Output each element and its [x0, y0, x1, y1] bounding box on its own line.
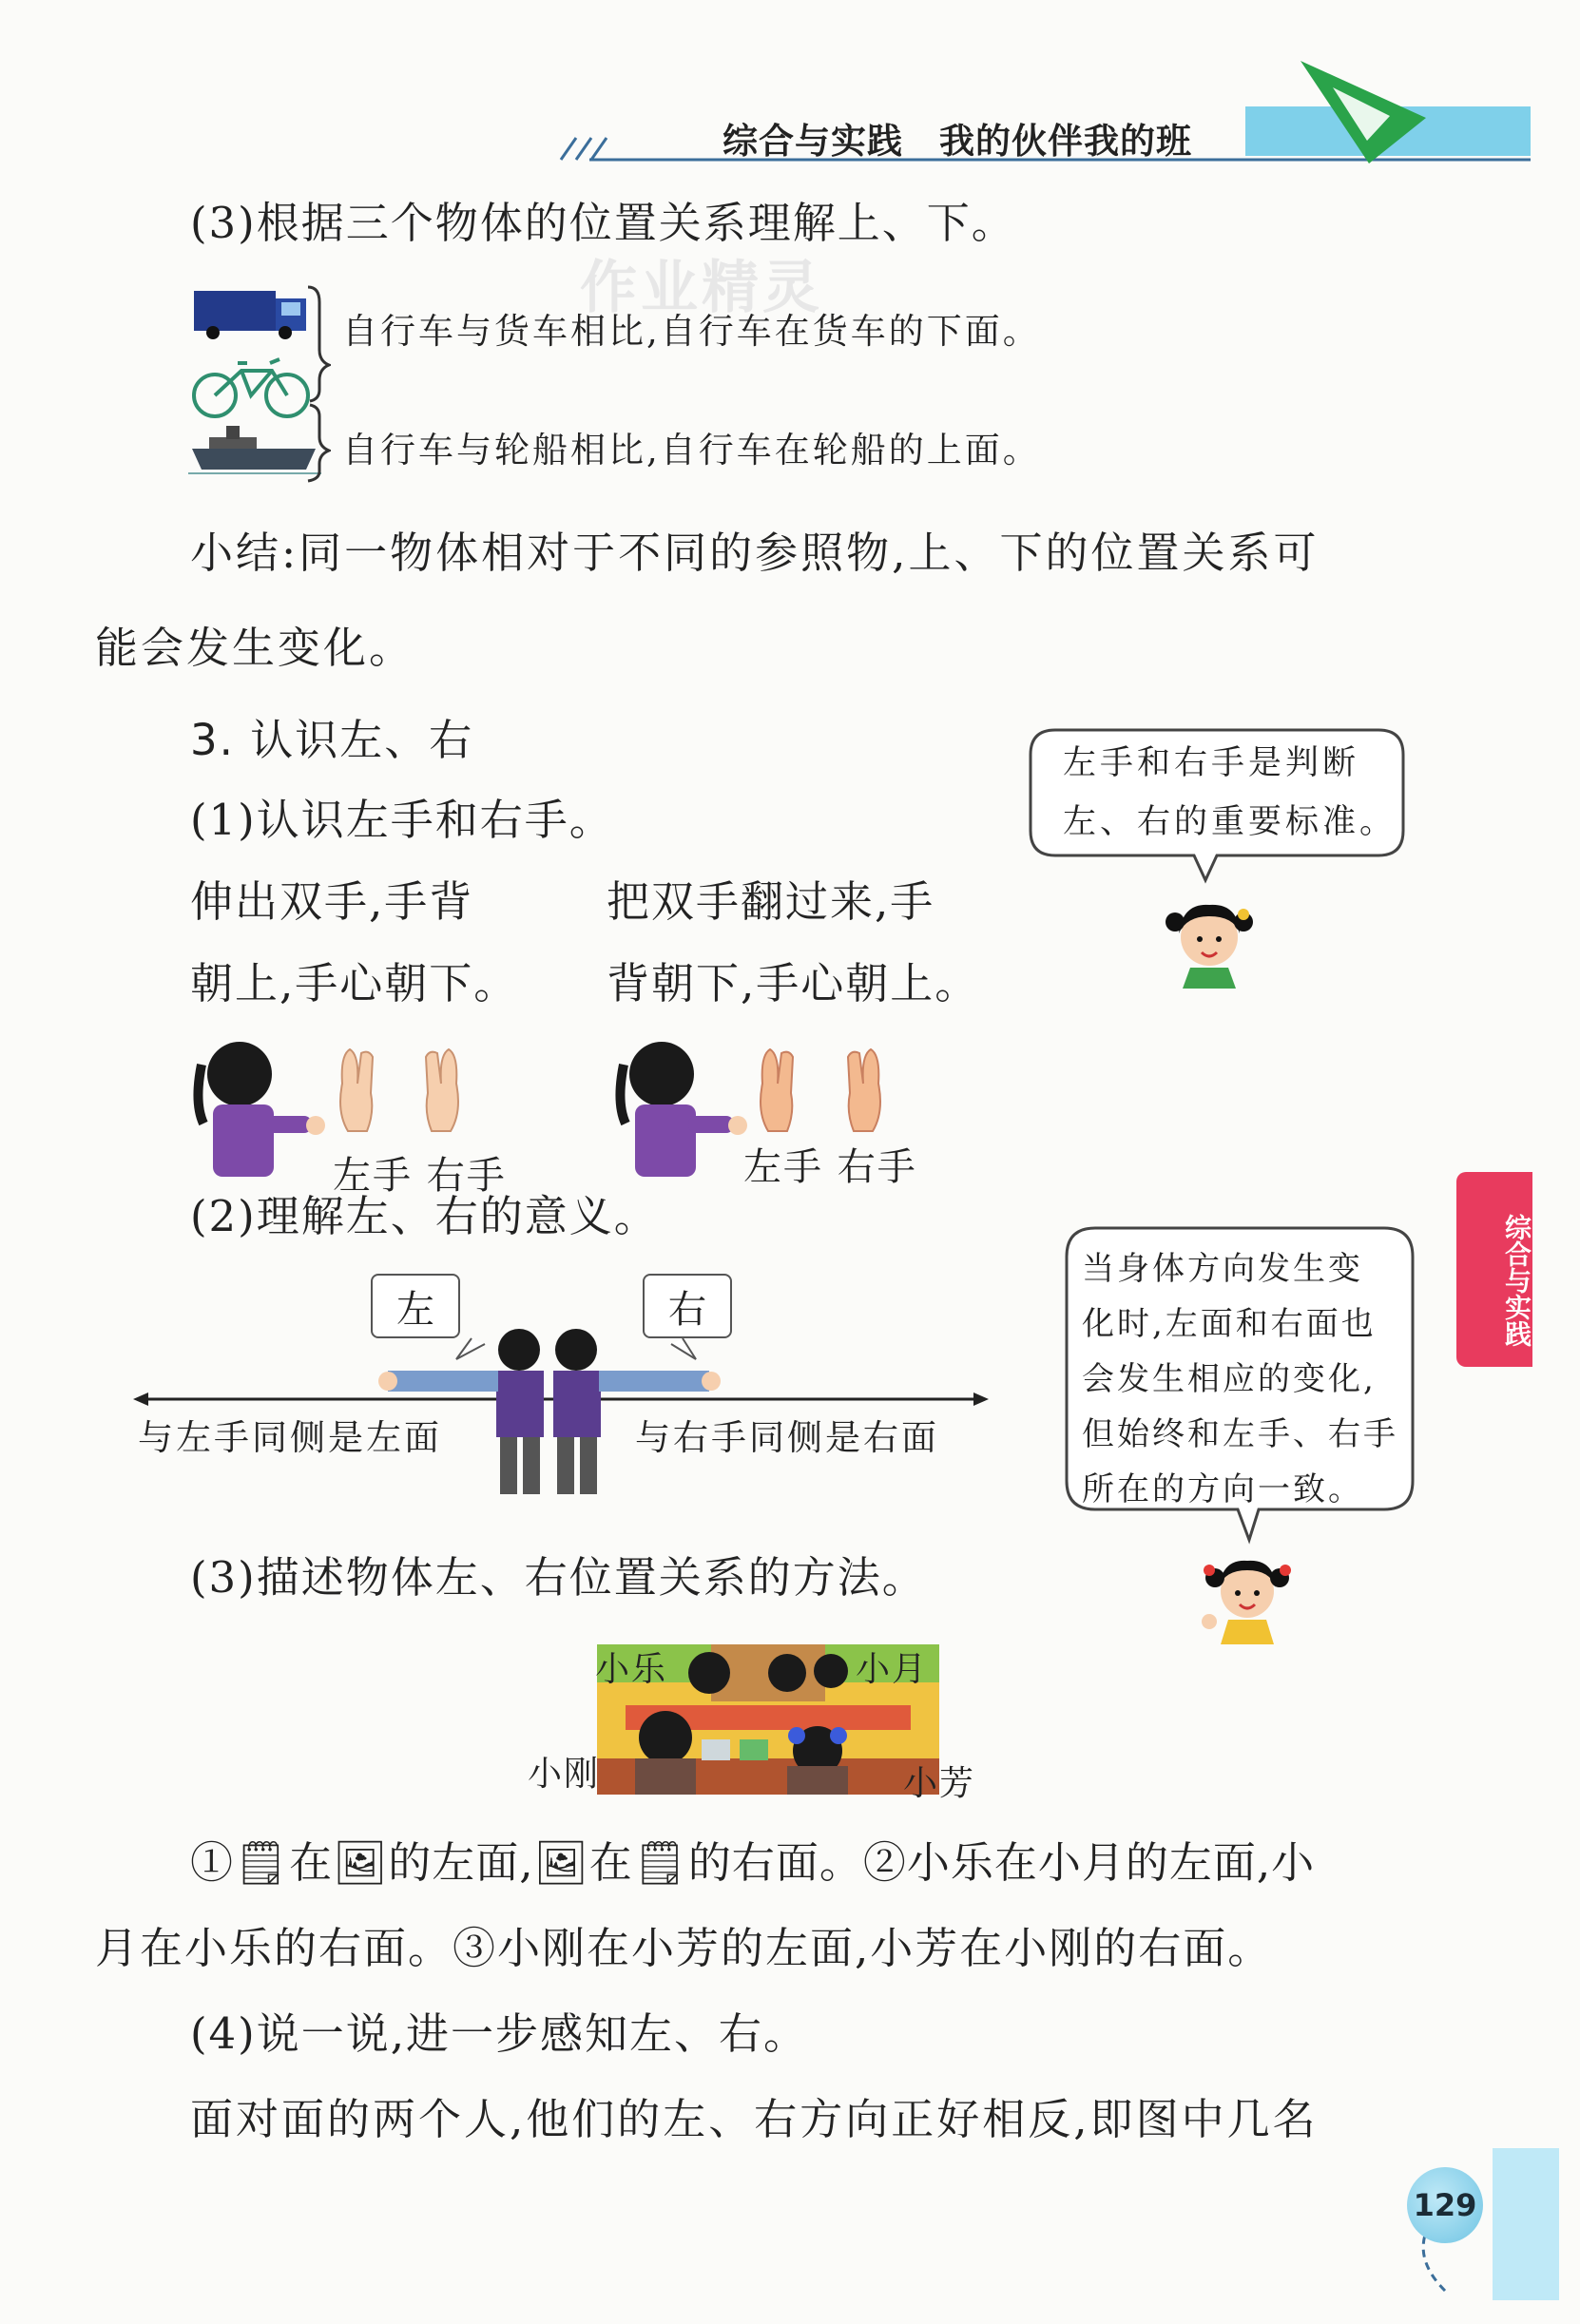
- bubble-2-line: 会发生相应的变化,: [1082, 1360, 1377, 1398]
- right-col-line-1: 把双手翻过来,手: [607, 876, 935, 927]
- classroom-label-xiaogang: 小刚: [528, 1755, 601, 1794]
- summary-line-2: 能会发生变化。: [95, 623, 415, 673]
- hands-palm-up: [761, 1049, 880, 1131]
- bubble-2-line: 所在的方向一致。: [1082, 1470, 1363, 1508]
- summary-line-1: 小结:同一物体相对于不同的参照物,上、下的位置关系可: [190, 528, 1320, 578]
- page-number: 129: [1407, 2167, 1483, 2243]
- bubble-1-text: [1063, 734, 1397, 852]
- classroom-label-xiaole: 小乐: [595, 1650, 668, 1689]
- method-paragraph-2: 月在小乐的右面。③小刚在小芳的左面,小芳在小刚的右面。: [95, 1923, 1273, 1973]
- girl-avatar-2: [1196, 1549, 1301, 1644]
- objects-illustration: [188, 283, 321, 485]
- child-back-2: [620, 1042, 747, 1177]
- hand-labels-1: 左手 右手: [333, 1154, 507, 1198]
- item3-heading: (3)根据三个物体的位置关系理解上、下。: [190, 198, 1016, 248]
- object-comparison-2: 自行车与轮船相比,自行车在轮船的上面。: [342, 430, 1041, 471]
- sub-heading-1: (1)认识左手和右手。: [190, 795, 614, 845]
- hands-back-up: [340, 1049, 458, 1131]
- header-title: 综合与实践 我的伙伴我的班: [723, 121, 1192, 162]
- sub-heading-3: (3)描述物体左、右位置关系的方法。: [190, 1552, 927, 1603]
- right-col-line-2: 背朝下,手心朝上。: [607, 958, 980, 1008]
- bubble-1-line: 左手和右手是判断: [1063, 744, 1360, 782]
- bubble-2-line: 但始终和左手、右手: [1082, 1415, 1398, 1453]
- callout-left: 左: [371, 1274, 460, 1338]
- picture-book-icon: [740, 1739, 768, 1760]
- sub-heading-4: (4)说一说,进一步感知左、右。: [190, 2008, 809, 2059]
- callout-right-tail: [671, 1338, 696, 1359]
- child-back-1: [198, 1042, 325, 1177]
- girl-avatar-1: [1158, 893, 1262, 989]
- left-col-line-2: 朝上,手心朝下。: [190, 958, 519, 1008]
- right-side-text: 与右手同侧是右面: [635, 1409, 939, 1460]
- bubble-2-line: 当身体方向发生变: [1082, 1250, 1363, 1288]
- ship-icon: [188, 426, 321, 473]
- left-side-text: 与左手同侧是左面: [138, 1409, 442, 1460]
- classroom-label-xiaofang: 小芳: [903, 1764, 976, 1803]
- side-tab: 综合与实践: [1456, 1172, 1532, 1367]
- bicycle-icon: [194, 359, 308, 416]
- callout-left-tail: [456, 1338, 485, 1359]
- left-col-line-1: 伸出双手,手背: [190, 876, 474, 927]
- callout-right: 右: [643, 1274, 732, 1338]
- bubble-2-text: [1082, 1241, 1398, 1517]
- section-title: 3. 认识左、右: [190, 715, 474, 765]
- method-paragraph-1: ①🗒在🖼的左面,🖼在🗒的右面。②小乐在小月的左面,小: [190, 1837, 1316, 1888]
- object-comparison-1: 自行车与货车相比,自行车在货车的下面。: [342, 311, 1041, 352]
- notebook-icon: [702, 1739, 730, 1760]
- brace-graphic: [302, 283, 331, 483]
- final-paragraph: 面对面的两个人,他们的左、右方向正好相反,即图中几名: [190, 2094, 1319, 2144]
- hand-labels-2: 左手 右手: [743, 1145, 917, 1189]
- sub-heading-2: (2)理解左、右的意义。: [190, 1191, 659, 1241]
- truck-icon: [194, 291, 306, 339]
- watermark: 作业精灵: [580, 255, 823, 321]
- bubble-1-line: 左、右的重要标准。: [1063, 803, 1397, 841]
- bubble-2-line: 化时,左面和右面也: [1082, 1305, 1377, 1343]
- classroom-label-xiaoyue: 小月: [856, 1650, 929, 1689]
- left-right-diagram: [133, 1312, 989, 1502]
